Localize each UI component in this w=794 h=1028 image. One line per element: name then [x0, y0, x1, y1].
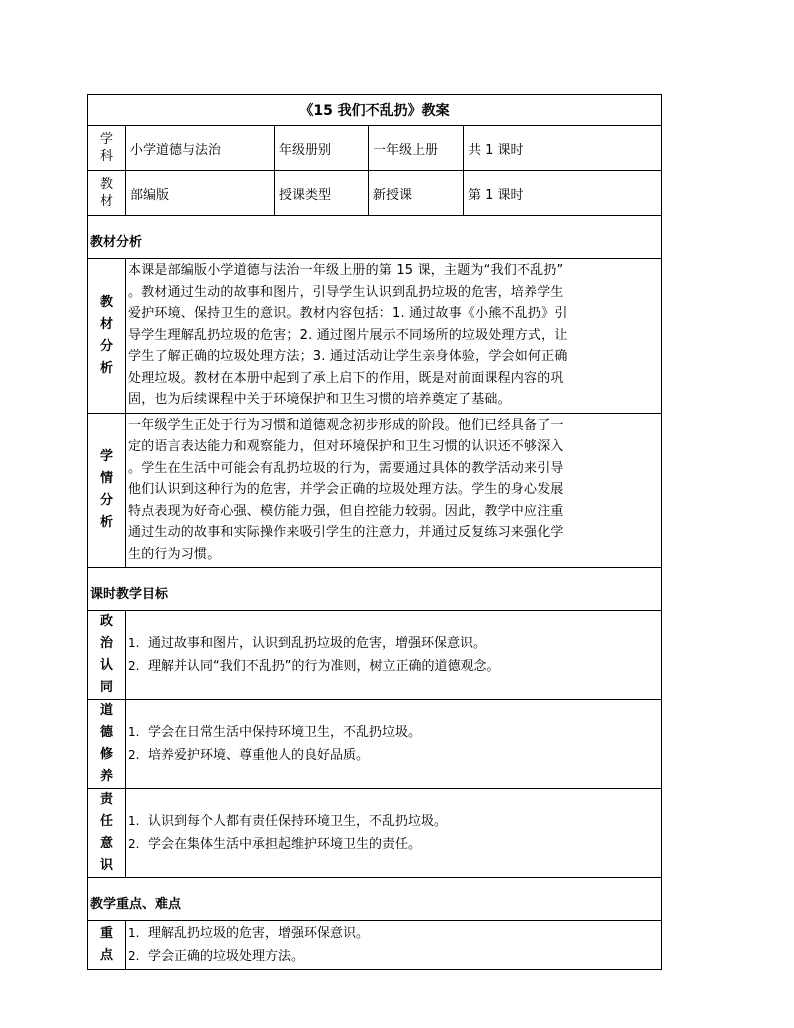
subject-label: 学 科 [88, 126, 126, 171]
lesson-plan-document [87, 94, 661, 970]
lesson-plan-table [87, 94, 662, 970]
info-row-textbook [88, 171, 662, 216]
lesson-type-label: 授课类型 [275, 171, 369, 216]
student-analysis-text: 一年级学生正处于行为习惯和道德观念初步形成的阶段。他们已经具备了一 定的语言表达能力和观察能力，但对环境保护和卫生习惯的认识还不够深入 。学生在生活中可能会有乱扔垃圾的行为，需要通过具体的教学活动来引导 他们认识到这种行为的危害，并学会正确的垃圾处理方法。学生的身心发展 特点表现为好奇心强、模仿能力强，但自控能力较弱。因此，教学中应注重 通过生动的故事和实际操作来吸引学生的注意力，并通过反复练习来强化学 生的行为习惯。 [126, 413, 662, 568]
goal-list-political [126, 611, 662, 700]
section-heading-material: 教材分析 [88, 216, 662, 259]
goal-list-moral [126, 700, 662, 789]
lesson-type-value: 新授课 [369, 171, 464, 216]
textbook-value: 部编版 [126, 171, 275, 216]
list-item: 2. 学会在集体生活中承担起维护环境卫生的责任。 [128, 837, 422, 852]
material-analysis-row [88, 259, 662, 414]
info-row-subject [88, 126, 662, 171]
list-item: 1. 学会在日常生活中保持环境卫生，不乱扔垃圾。 [128, 725, 422, 740]
list-item: 2. 培养爱护环境、尊重他人的良好品质。 [128, 748, 370, 763]
list-item: 1. 认识到每个人都有责任保持环境卫生，不乱扔垃圾。 [128, 814, 448, 829]
key-points-list [126, 921, 662, 970]
list-item: 1. 通过故事和图片，认识到乱扔垃圾的危害，增强环保意识。 [128, 636, 487, 651]
goal-row-political [88, 611, 662, 700]
goal-row-moral [88, 700, 662, 789]
list-item: 1. 理解乱扔垃圾的危害，增强环保意识。 [128, 926, 370, 941]
goal-row-responsibility [88, 789, 662, 878]
period-number: 第 1 课时 [464, 171, 662, 216]
goal-label-moral: 道 德 修 养 [88, 700, 126, 789]
total-periods: 共 1 课时 [464, 126, 662, 171]
goal-list-responsibility [126, 789, 662, 878]
key-points-label: 重 点 [88, 921, 126, 970]
section-heading-key-points: 教学重点、难点 [88, 878, 662, 921]
key-points-row [88, 921, 662, 970]
student-analysis-row [88, 413, 662, 568]
material-analysis-label: 教 材 分 析 [88, 259, 126, 414]
textbook-label: 教 材 [88, 171, 126, 216]
goal-label-responsibility: 责 任 意 识 [88, 789, 126, 878]
grade-label: 年级册别 [275, 126, 369, 171]
grade-value: 一年级上册 [369, 126, 464, 171]
material-analysis-text: 本课是部编版小学道德与法治一年级上册的第 15 课，主题为“我们不乱扔” 。教材通过生动的故事和图片，引导学生认识到乱扔垃圾的危害，培养学生 爱护环境、保持卫生的意识。教材内容包括：1. 通过故事《小熊不乱扔》引 导学生理解乱扔垃圾的危害；2. 通过图片展示不同场所的垃圾处理方式，让 学生了解正确的垃圾处理方法；3. 通过活动让学生亲身体验，学会如何正确 处理垃圾。教材在本册中起到了承上启下的作用，既是对前面课程内容的巩 固，也为后续课程中关于环境保护和卫生习惯的培养奠定了基础。 [126, 259, 662, 414]
list-item: 2. 理解并认同“我们不乱扔”的行为准则，树立正确的道德观念。 [128, 659, 500, 674]
document-title: 《15 我们不乱扔》教案 [88, 95, 662, 126]
subject-value: 小学道德与法治 [126, 126, 275, 171]
list-item: 2. 学会正确的垃圾处理方法。 [128, 949, 305, 964]
student-analysis-label: 学 情 分 析 [88, 413, 126, 568]
goal-label-political: 政 治 认 同 [88, 611, 126, 700]
section-heading-goals: 课时教学目标 [88, 568, 662, 611]
